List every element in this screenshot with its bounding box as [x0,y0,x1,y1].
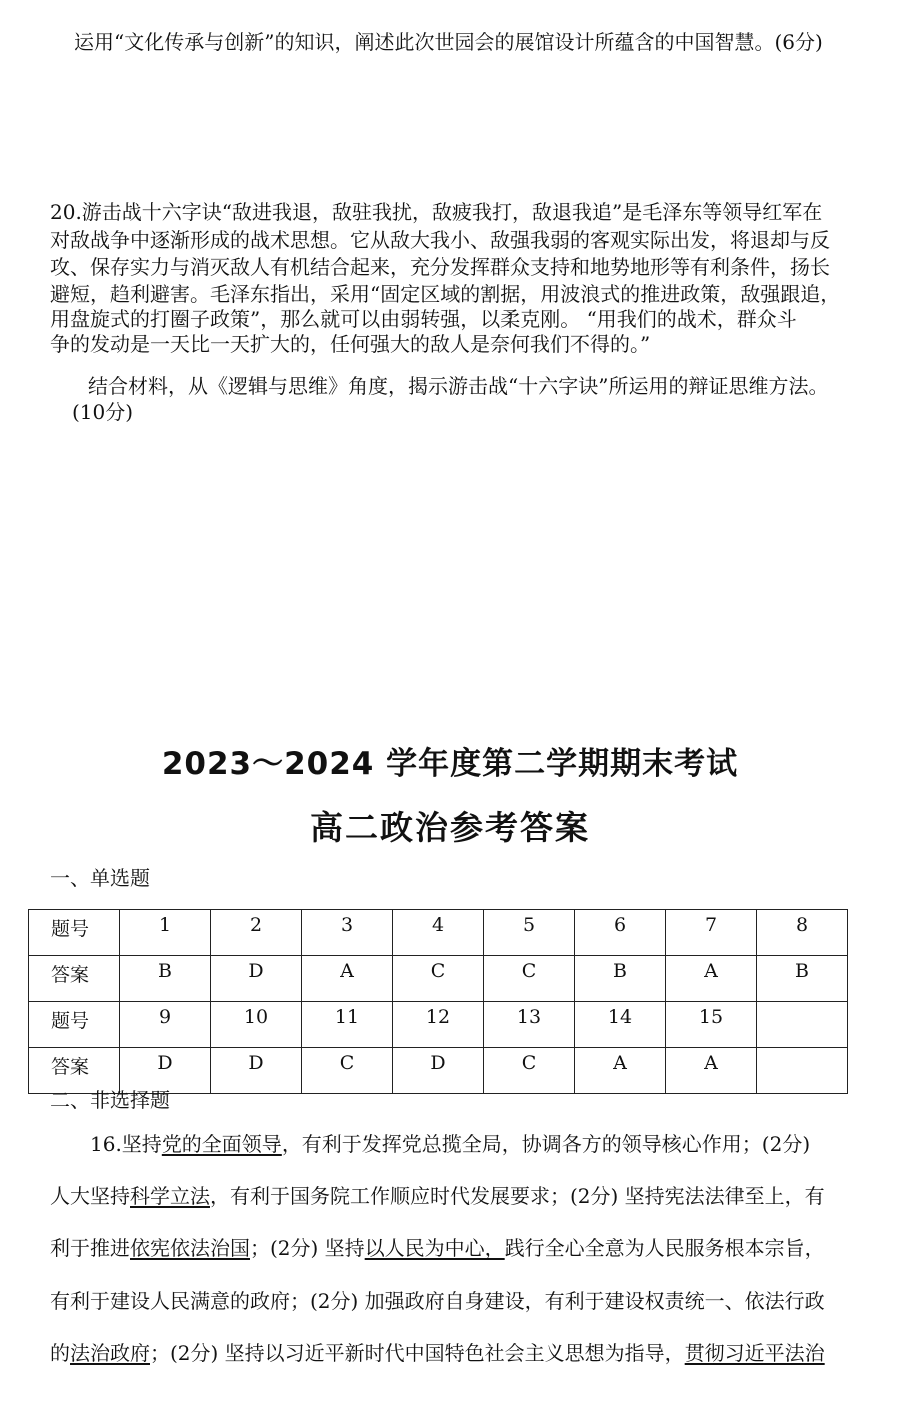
text-segment: 16.坚持 [90,1132,162,1156]
table-cell: C [484,1048,575,1094]
key-point: 以人民为中心， [364,1236,505,1260]
table-row [29,1002,848,1048]
answer16-line [90,1132,810,1156]
table-cell: 3 [302,910,393,956]
q20-material-line: 攻、保存实力与消灭敌人有机结合起来，充分发挥群众支持和地势地形等有利条件，扬长 [50,255,830,279]
q20-material-line: 20.游击战十六字诀“敌进我退，敌驻我扰，敌疲我打，敌退我追”是毛泽东等领导红军在 [50,200,823,224]
text-segment: 人大坚持 [50,1184,130,1208]
table-cell: 题号 [29,1002,120,1048]
text-segment: ；(2分) 坚持以习近平新时代中国特色社会主义思想为指导， [150,1341,685,1365]
key-point: 贯彻习近平法治 [684,1341,825,1365]
table-cell: D [393,1048,484,1094]
table-row [29,1048,848,1094]
table-cell: 11 [302,1002,393,1048]
table-cell: 9 [120,1002,211,1048]
answer16-line [50,1184,825,1208]
answer16-line [50,1236,825,1260]
text-segment: 利于推进 [50,1236,130,1260]
table-cell: 题号 [29,910,120,956]
table-cell: B [575,956,666,1002]
table-cell: C [484,956,575,1002]
table-cell: D [211,956,302,1002]
text-segment: 有利于建设人民满意的政府；(2分) 加强政府自身建设，有利于建设权责统一、依法行政 [50,1289,825,1313]
answer16-line [50,1289,825,1313]
section-heading-single-choice: 一、单选题 [50,866,150,890]
key-point: 依宪依法治国 [130,1236,250,1260]
table-cell: 8 [757,910,848,956]
text-segment: ，有利于国务院工作顺应时代发展要求；(2分) 坚持宪法法律至上，有 [210,1184,825,1208]
table-cell: A [666,1048,757,1094]
table-cell: D [211,1048,302,1094]
table-cell: 7 [666,910,757,956]
table-cell [757,1048,848,1094]
key-point: 党的全面领导 [161,1132,282,1156]
table-cell: 10 [211,1002,302,1048]
table-cell: 5 [484,910,575,956]
answer-table [28,909,848,1094]
table-cell: A [302,956,393,1002]
answer16-line [50,1341,825,1365]
key-point: 科学立法 [130,1184,210,1208]
exam-title: 2023～2024 学年度第二学期期末考试 [161,746,739,782]
q19-task-line: 运用“文化传承与创新”的知识，阐述此次世园会的展馆设计所蕴含的中国智慧。(6分) [74,30,823,54]
table-cell: 6 [575,910,666,956]
q20-material-line: 对敌战争中逐渐形成的战术思想。它从敌大我小、敌强我弱的客观实际出发，将退却与反 [50,228,830,252]
table-cell: 15 [666,1002,757,1048]
table-row [29,910,848,956]
table-cell: 4 [393,910,484,956]
q20-task-score: (10分) [72,400,134,424]
table-cell: 答案 [29,956,120,1002]
table-cell: C [393,956,484,1002]
q20-material-line: 避短，趋利避害。毛泽东指出，采用“固定区域的割据，用波浪式的推进政策，敌强跟追， [50,282,841,306]
table-cell: B [757,956,848,1002]
text-segment: ，有利于发挥党总揽全局，协调各方的领导核心作用；(2分) [281,1132,811,1156]
table-cell: C [302,1048,393,1094]
table-cell: 12 [393,1002,484,1048]
table-cell: 1 [120,910,211,956]
table-cell [757,1002,848,1048]
table-cell: B [120,956,211,1002]
table-row [29,956,848,1002]
table-cell: 答案 [29,1048,120,1094]
table-cell: A [575,1048,666,1094]
text-segment: 的 [50,1341,70,1365]
text-segment: ；(2分) 坚持 [250,1236,365,1260]
section-heading-non-choice: 二、非选择题 [50,1088,170,1112]
table-cell: D [120,1048,211,1094]
answer-key-title: 高二政治参考答案 [310,808,590,847]
q20-material-line: 用盘旋式的打圈子政策”，那么就可以由弱转强，以柔克刚。 “用我们的战术，群众斗 [50,307,797,331]
table-cell: 14 [575,1002,666,1048]
table-cell: 13 [484,1002,575,1048]
q20-material-line: 争的发动是一天比一天扩大的，任何强大的敌人是奈何我们不得的。” [50,332,651,356]
table-cell: 2 [211,910,302,956]
text-segment: 践行全心全意为人民服务根本宗旨， [504,1236,825,1260]
key-point: 法治政府 [70,1341,150,1365]
table-cell: A [666,956,757,1002]
q20-task-line: 结合材料，从《逻辑与思维》角度，揭示游击战“十六字诀”所运用的辩证思维方法。 [88,374,829,398]
